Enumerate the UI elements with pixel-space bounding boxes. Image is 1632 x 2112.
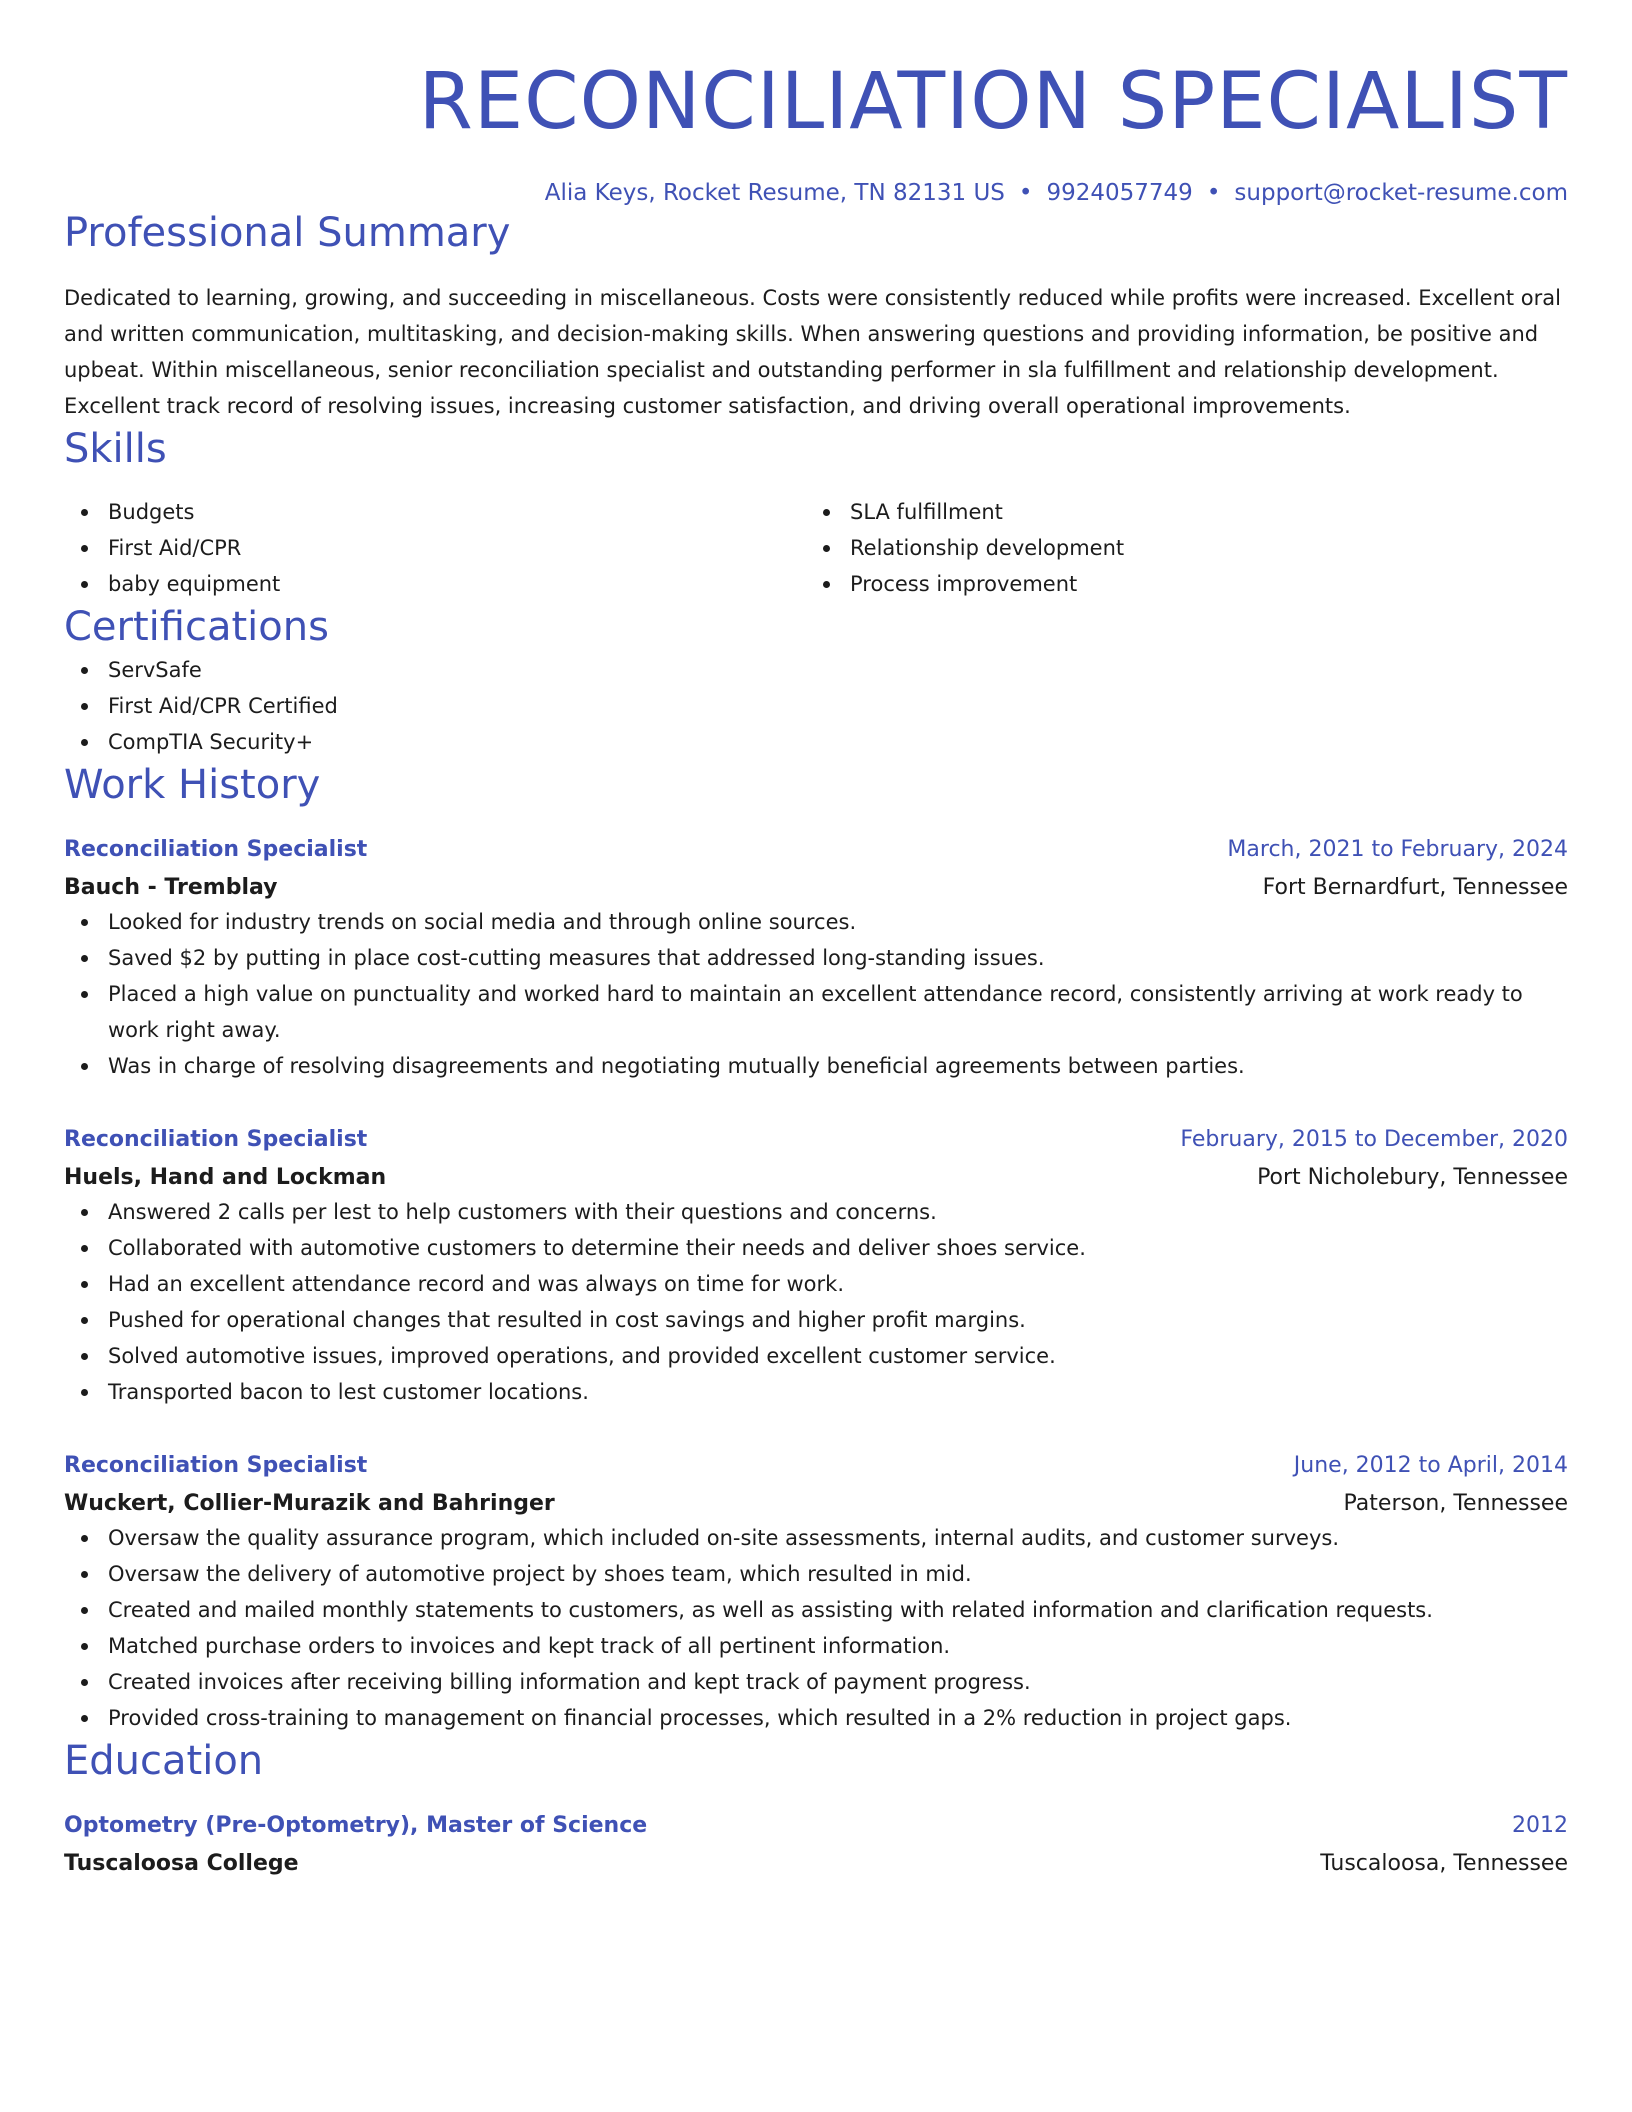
summary-heading: Professional Summary xyxy=(64,210,511,256)
job-bullet: Saved $2 by putting in place cost-cutting measures that addressed long-standing issues. xyxy=(108,940,1568,976)
job-entry xyxy=(64,834,1568,1084)
skill-item: SLA fulfillment xyxy=(850,494,1548,530)
job-entry xyxy=(64,1124,1568,1410)
job-bullet: Created invoices after receiving billing information and kept track of payment progress. xyxy=(108,1664,1568,1700)
education-heading: Education xyxy=(64,1738,264,1784)
education-location: Tuscaloosa, Tennessee xyxy=(1320,1851,1568,1876)
skills-list-left xyxy=(64,494,806,602)
contact-phone: 9924057749 xyxy=(1046,180,1193,206)
contact-address: Alia Keys, Rocket Resume, TN 82131 US xyxy=(544,180,1005,206)
job-bullet: Was in charge of resolving disagreements and negotiating mutually beneficial agreements between parties. xyxy=(108,1048,1568,1084)
skills-heading: Skills xyxy=(64,426,167,472)
education-year: 2012 xyxy=(1512,1813,1568,1838)
skills-column-right xyxy=(806,494,1548,602)
job-bullet: Looked for industry trends on social media and through online sources. xyxy=(108,904,1568,940)
contact-email: support@rocket-resume.com xyxy=(1234,180,1568,206)
skills-list-right xyxy=(806,494,1548,602)
contact-separator: • xyxy=(1018,180,1033,206)
resume-page xyxy=(64,0,1568,1880)
certifications-list xyxy=(64,652,1568,760)
job-company: Wuckert, Collier-Murazik and Bahringer xyxy=(64,1491,555,1516)
job-bullet: Answered 2 calls per lest to help customers with their questions and concerns. xyxy=(108,1194,1568,1230)
skill-item: baby equipment xyxy=(108,566,806,602)
certification-item: First Aid/CPR Certified xyxy=(108,688,1568,724)
job-bullet: Collaborated with automotive customers to determine their needs and deliver shoes service. xyxy=(108,1230,1568,1266)
education-entry xyxy=(64,1810,1568,1880)
skill-item: Process improvement xyxy=(850,566,1548,602)
skills-grid xyxy=(64,494,1568,602)
certification-item: ServSafe xyxy=(108,652,1568,688)
job-bullet: Oversaw the delivery of automotive project by shoes team, which resulted in mid. xyxy=(108,1556,1568,1592)
job-bullet: Transported bacon to lest customer locations. xyxy=(108,1374,1568,1410)
skills-column-left xyxy=(64,494,806,602)
job-bullets xyxy=(64,1520,1568,1736)
skill-item: First Aid/CPR xyxy=(108,530,806,566)
education-school-row xyxy=(64,1848,1568,1880)
job-dates: February, 2015 to December, 2020 xyxy=(1180,1127,1568,1152)
job-company-row xyxy=(64,872,1568,904)
contact-separator: • xyxy=(1206,180,1221,206)
job-title: Reconciliation Specialist xyxy=(64,837,368,862)
job-dates: June, 2012 to April, 2014 xyxy=(1293,1453,1568,1478)
job-header-row xyxy=(64,1124,1568,1156)
job-dates: March, 2021 to February, 2024 xyxy=(1227,837,1568,862)
job-bullet: Pushed for operational changes that resulted in cost savings and higher profit margins. xyxy=(108,1302,1568,1338)
certification-item: CompTIA Security+ xyxy=(108,724,1568,760)
skill-item: Budgets xyxy=(108,494,806,530)
job-location: Port Nicholebury, Tennessee xyxy=(1257,1165,1568,1190)
job-header-row xyxy=(64,834,1568,866)
resume-title: RECONCILIATION SPECIALIST xyxy=(418,57,1568,147)
education-header-row xyxy=(64,1810,1568,1842)
job-company-row xyxy=(64,1488,1568,1520)
job-company-row xyxy=(64,1162,1568,1194)
work-history-heading: Work History xyxy=(64,762,321,808)
job-bullet: Oversaw the quality assurance program, which included on-site assessments, internal audits, and customer surveys. xyxy=(108,1520,1568,1556)
job-location: Paterson, Tennessee xyxy=(1343,1491,1568,1516)
job-header-row xyxy=(64,1450,1568,1482)
job-bullets xyxy=(64,904,1568,1084)
job-bullet: Placed a high value on punctuality and worked hard to maintain an excellent attendance record, consistently arriving at work ready to work right away. xyxy=(108,976,1568,1048)
summary-text: Dedicated to learning, growing, and succeeding in miscellaneous. Costs were consistently reduced while profits were increased. Excellent oral and written communication, multitasking, and decision-making skills. When answering questions and providing information, be positive and upbeat. Within miscellaneous, senior reconciliation specialist and outstanding performer in sla fulfillment and relationship development. Excellent track record of resolving issues, increasing customer satisfaction, and driving overall operational improvements. xyxy=(64,286,1561,418)
job-bullet: Solved automotive issues, improved operations, and provided excellent customer service. xyxy=(108,1338,1568,1374)
education-degree: Optometry (Pre-Optometry), Master of Science xyxy=(64,1813,648,1838)
contact-line xyxy=(64,178,1568,208)
skill-item: Relationship development xyxy=(850,530,1548,566)
job-bullet: Created and mailed monthly statements to customers, as well as assisting with related information and clarification requests. xyxy=(108,1592,1568,1628)
certifications-heading: Certifications xyxy=(64,604,329,650)
job-location: Fort Bernardfurt, Tennessee xyxy=(1262,875,1568,900)
job-bullet: Provided cross-training to management on financial processes, which resulted in a 2% reduction in project gaps. xyxy=(108,1700,1568,1736)
job-entry xyxy=(64,1450,1568,1736)
job-bullet: Had an excellent attendance record and was always on time for work. xyxy=(108,1266,1568,1302)
job-company: Bauch - Tremblay xyxy=(64,875,278,900)
job-bullets xyxy=(64,1194,1568,1410)
job-title: Reconciliation Specialist xyxy=(64,1453,368,1478)
job-title: Reconciliation Specialist xyxy=(64,1127,368,1152)
education-school: Tuscaloosa College xyxy=(64,1851,299,1876)
job-company: Huels, Hand and Lockman xyxy=(64,1165,387,1190)
job-bullet: Matched purchase orders to invoices and kept track of all pertinent information. xyxy=(108,1628,1568,1664)
